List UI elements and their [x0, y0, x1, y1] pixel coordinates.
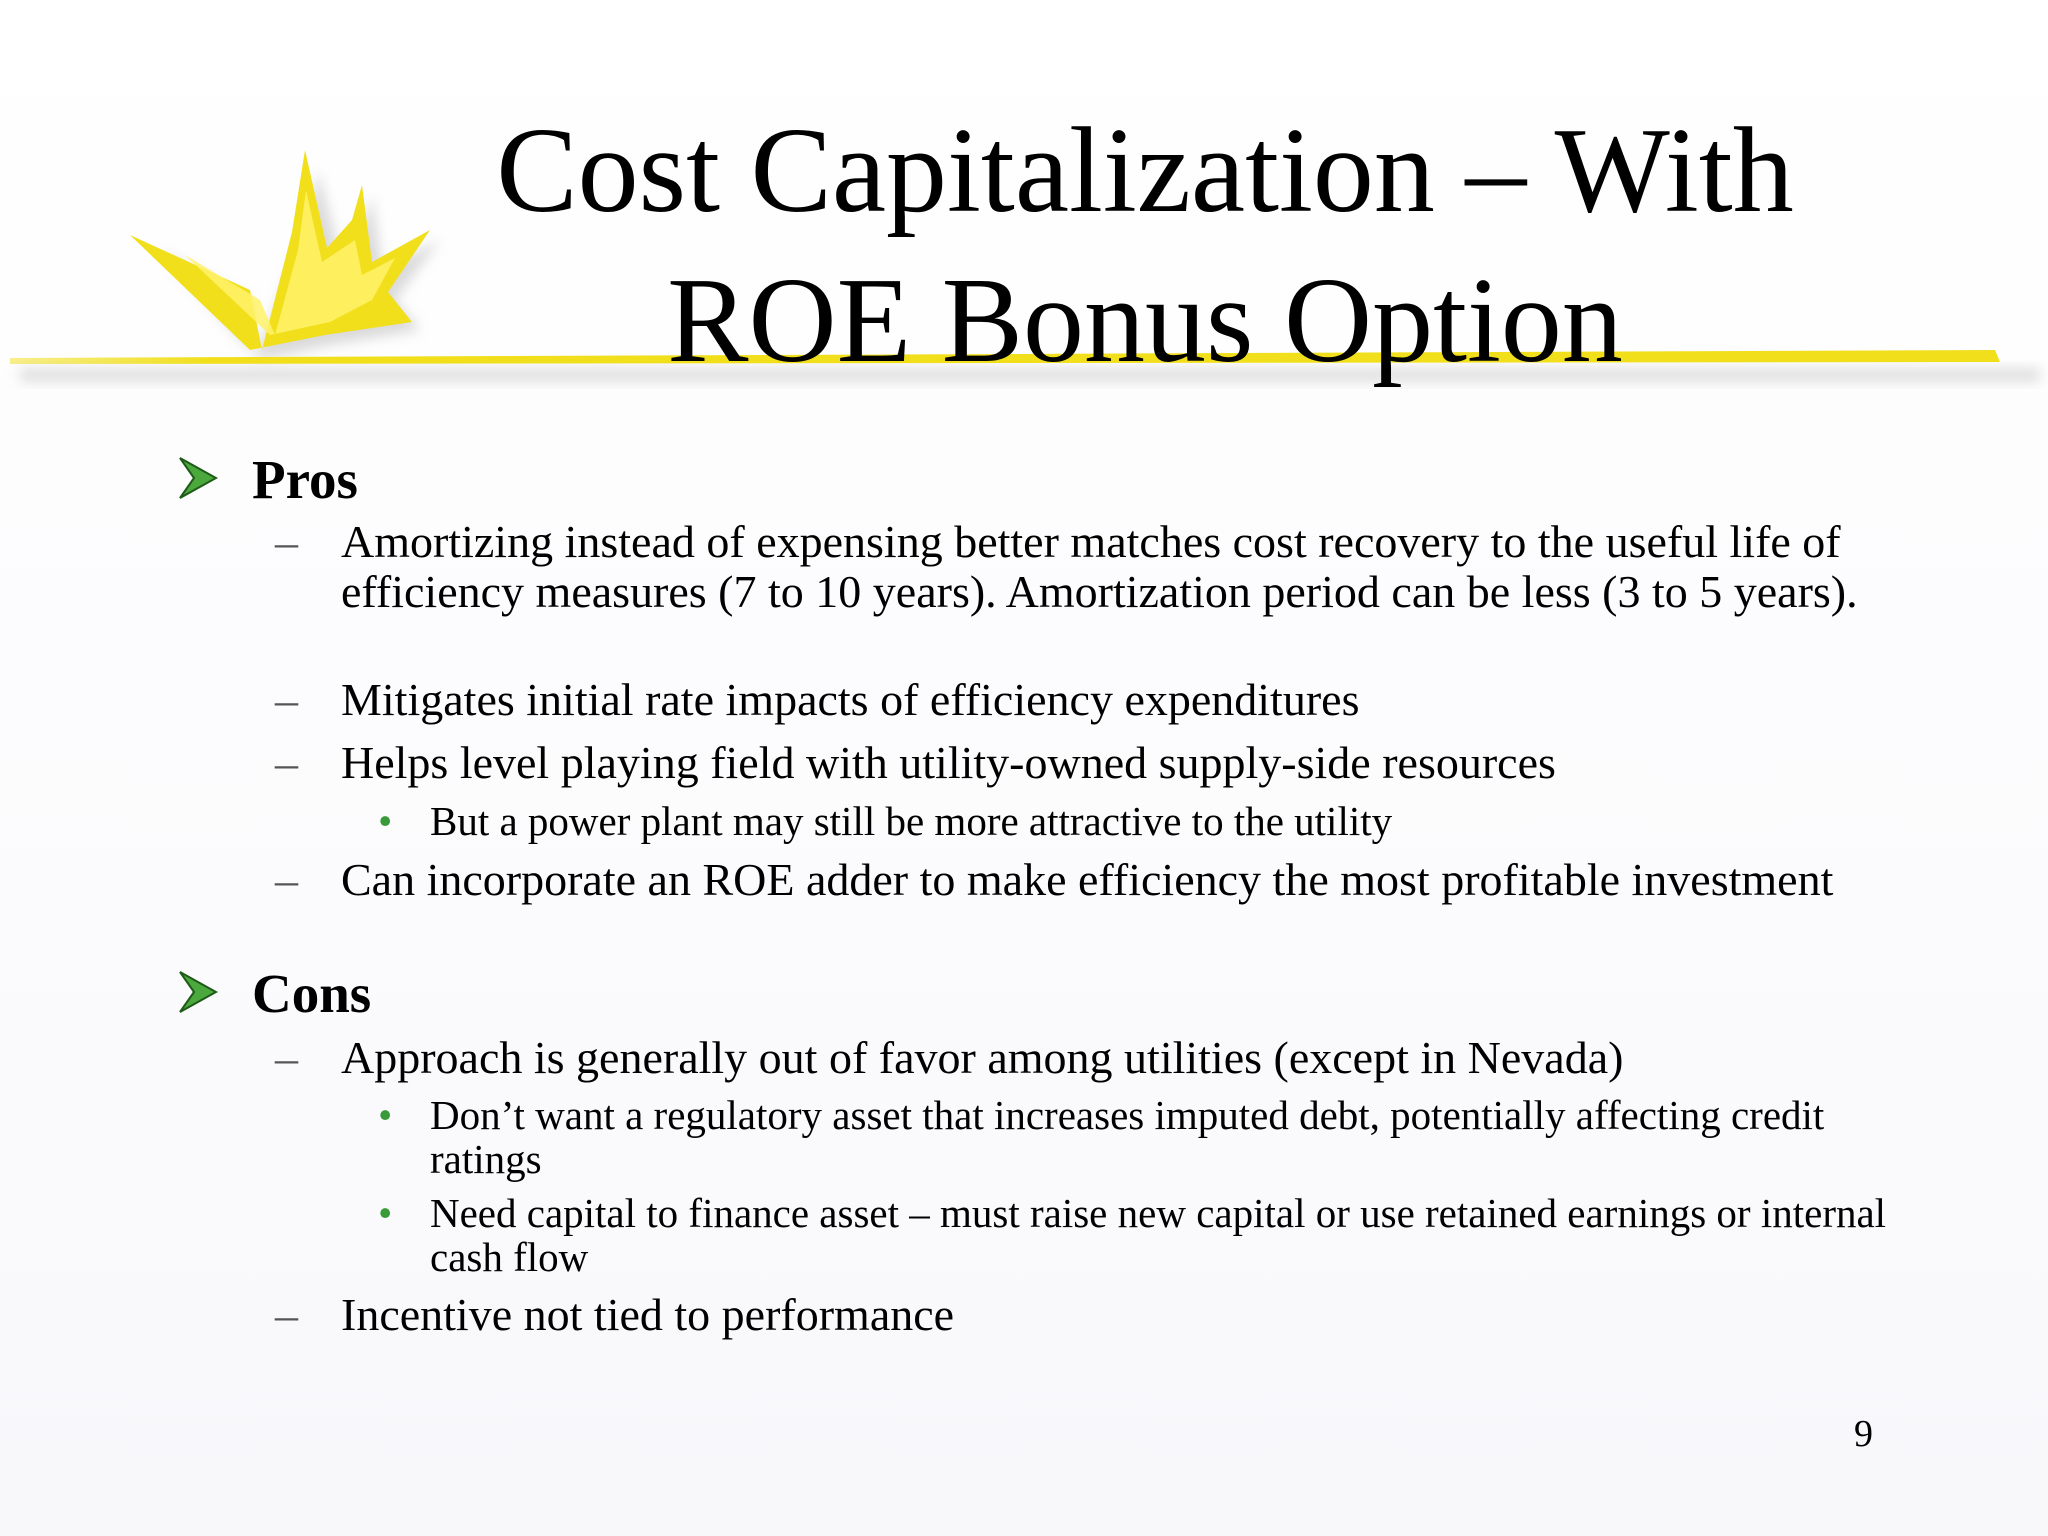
dot-marker: • — [378, 1190, 393, 1236]
list-item-text: Can incorporate an ROE adder to make efficiency the most profitable investment — [341, 854, 1834, 905]
list-item — [275, 675, 1895, 725]
list-item-text: Incentive not tied to performance — [341, 1289, 955, 1340]
title-line-2: ROE Bonus Option — [667, 253, 1623, 388]
sub-list-item-text: But a power plant may still be more attractive to the utility — [430, 798, 1393, 844]
list-item — [275, 738, 1895, 788]
cons-heading-label: Cons — [252, 963, 372, 1024]
dash-marker: – — [275, 1032, 298, 1083]
sub-list-item — [378, 1191, 1898, 1279]
list-item — [275, 1290, 1895, 1340]
sub-list-item-text: Need capital to finance asset – must raise new capital or use retained earnings or internal cash flow — [430, 1190, 1887, 1280]
arrowhead-bullet-icon — [178, 456, 218, 500]
sub-list-item-text: Don’t want a regulatory asset that increases imputed debt, potentially affecting credit ratings — [430, 1092, 1825, 1182]
pros-heading-label: Pros — [252, 449, 358, 510]
dash-marker: – — [275, 854, 298, 905]
dash-marker: – — [275, 516, 298, 567]
dash-marker: – — [275, 737, 298, 788]
list-item — [275, 517, 1895, 617]
sub-list-item — [378, 1093, 1898, 1181]
dash-marker: – — [275, 1289, 298, 1340]
sub-list-item — [378, 799, 1898, 843]
list-item-text: Mitigates initial rate impacts of efficiency expenditures — [341, 674, 1360, 725]
title-line-1: Cost Capitalization – With — [496, 103, 1794, 238]
list-item — [275, 855, 1895, 905]
dash-marker: – — [275, 674, 298, 725]
list-item-text: Helps level playing field with utility-owned supply-side resources — [341, 737, 1556, 788]
dot-marker: • — [378, 798, 393, 844]
arrowhead-bullet-icon — [178, 970, 218, 1014]
dot-marker: • — [378, 1092, 393, 1138]
page-number: 9 — [1854, 1413, 1873, 1455]
list-item-text: Approach is generally out of favor among utilities (except in Nevada) — [341, 1032, 1624, 1083]
list-item — [275, 1033, 1895, 1083]
list-item-text: Amortizing instead of expensing better matches cost recovery to the useful life of efficiency measures (7 to 10 years). Amortization period can be less (3 to 5 years). — [341, 516, 1858, 617]
